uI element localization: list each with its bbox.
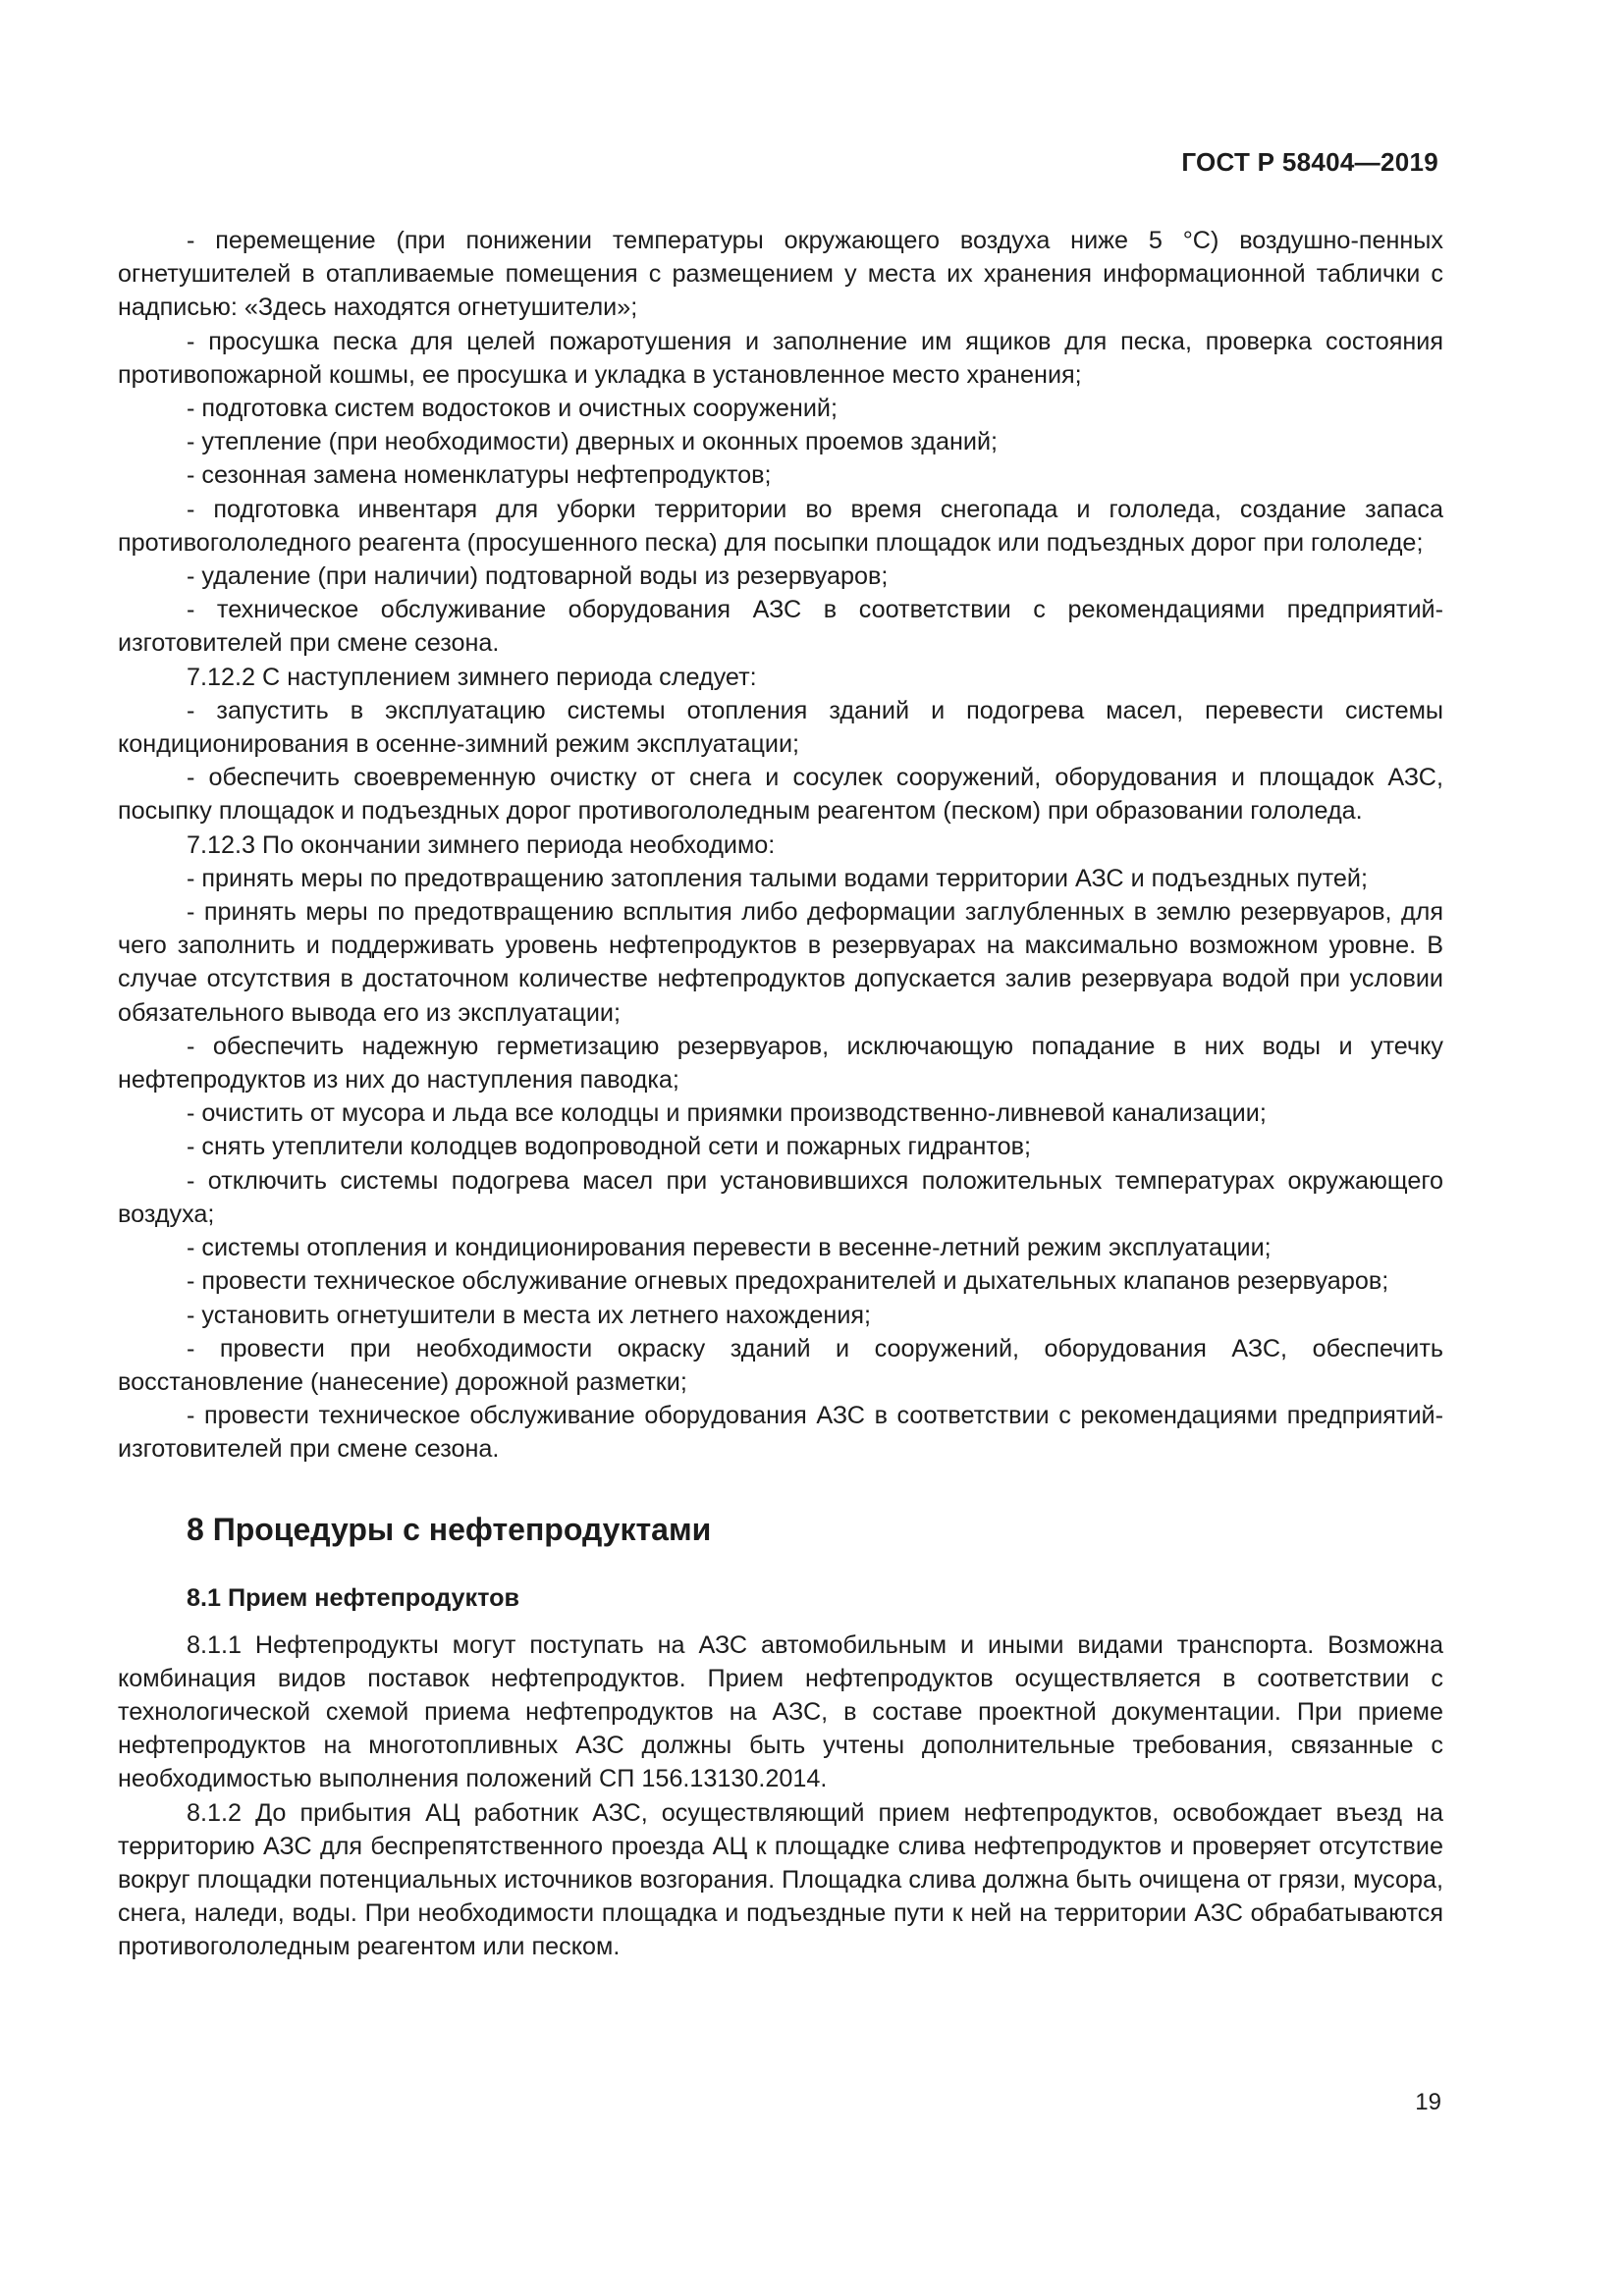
page-number: 19 xyxy=(1415,2089,1441,2115)
list-item: - отключить системы подогрева масел при установившихся положительных температурах окружающего воздуха; xyxy=(118,1166,1443,1228)
list-item: - обеспечить надежную герметизацию резервуаров, исключающую попадание в них воды и утечку нефтепродуктов из них до наступления паводка; xyxy=(118,1032,1443,1095)
paragraph-8-1-1: 8.1.1 Нефтепродукты могут поступать на АЗС автомобильным и иными видами транспорта. Возможна комбинация видов поставок нефтепродуктов. Прием нефтепродуктов осуществляется в соответствии с технологической схемой приема нефтепродуктов на АЗС, в составе проектной документации. При приеме нефтепродуктов на многотопливных АЗС должны быть учтены дополнительные требования, связанные с необходимостью выполнения положений СП 156.13130.2014. xyxy=(118,1630,1443,1793)
section-8-heading: 8 Процедуры с нефтепродуктами xyxy=(187,1511,712,1547)
document-body xyxy=(118,224,1443,1964)
list-item: - снять утеплители колодцев водопроводной сети и пожарных гидрантов; xyxy=(187,1133,1031,1161)
list-item: - принять меры по предотвращению всплытия либо деформации заглубленных в землю резервуаров, для чего заполнить и поддерживать уровень нефтепродуктов в резервуарах на максимально возможном уровне. В случае отсутствия в достаточном количестве нефтепродуктов допускается залив резервуара водой при условии обязательного вывода его из эксплуатации; xyxy=(118,898,1443,1027)
list-item: - принять меры по предотвращению затопления талыми водами территории АЗС и подъездных путей; xyxy=(187,864,1368,892)
list-item: - провести техническое обслуживание оборудования АЗС в соответствии с рекомендациями предприятий-изготовителей при смене сезона. xyxy=(118,1402,1443,1464)
list-item: - провести техническое обслуживание огневых предохранителей и дыхательных клапанов резервуаров; xyxy=(187,1267,1389,1296)
list-item: - удаление (при наличии) подтоварной воды из резервуаров; xyxy=(187,562,889,591)
clause-7-12-3-heading: 7.12.3 По окончании зимнего периода необходимо: xyxy=(187,830,776,859)
list-item: - техническое обслуживание оборудования АЗС в соответствии с рекомендациями предприятий-изготовителей при смене сезона. xyxy=(118,596,1443,658)
list-item: - провести при необходимости окраску зданий и сооружений, оборудования АЗС, обеспечить восстановление (нанесение) дорожной разметки; xyxy=(118,1334,1443,1396)
list-item: - запустить в эксплуатацию системы отопления зданий и подогрева масел, перевести системы кондиционирования в осенне-зимний режим эксплуатации; xyxy=(118,696,1443,759)
subsection-8-1-heading: 8.1 Прием нефтепродуктов xyxy=(187,1583,519,1612)
list-item: - утепление (при необходимости) дверных и оконных проемов зданий; xyxy=(187,428,999,456)
list-item: - установить огнетушители в места их летнего нахождения; xyxy=(187,1301,872,1329)
paragraph-8-1-2: 8.1.2 До прибытия АЦ работник АЗС, осуществляющий прием нефтепродуктов, освобождает въезд на территорию АЗС для беспрепятственного проезда АЦ к площадке слива нефтепродуктов и проверяет отсутствие вокруг площадки потенциальных источников возгорания. Площадка слива должна быть очищена от грязи, мусора, снега, наледи, воды. При необходимости площадка и подъездные пути к ней на территории АЗС обрабатываются противогололедным реагентом или песком. xyxy=(118,1798,1443,1961)
list-item: - подготовка систем водостоков и очистных сооружений; xyxy=(187,395,838,423)
list-item: - сезонная замена номенклатуры нефтепродуктов; xyxy=(187,461,772,490)
clause-7-12-2-heading: 7.12.2 С наступлением зимнего периода следует: xyxy=(187,663,757,691)
list-item: - перемещение (при понижении температуры окружающего воздуха ниже 5 °С) воздушно-пенных огнетушителей в отапливаемые помещения с размещением у места их хранения информационной таблички с надписью: «Здесь находятся огнетушители»; xyxy=(118,227,1443,322)
list-item: - обеспечить своевременную очистку от снега и сосулек сооружений, оборудования и площадок АЗС, посыпку площадок и подъездных дорог противогололедным реагентом (песком) при образовании гололеда. xyxy=(118,764,1443,826)
list-item: - очистить от мусора и льда все колодцы и приямки производственно-ливневой канализации; xyxy=(187,1099,1267,1128)
list-item: - системы отопления и кондиционирования перевести в весенне-летний режим эксплуатации; xyxy=(187,1234,1272,1262)
document-code-header: ГОСТ Р 58404—2019 xyxy=(1181,147,1438,177)
list-item: - просушка песка для целей пожаротушения и заполнение им ящиков для песка, проверка состояния противопожарной кошмы, ее просушка и укладка в установленное место хранения; xyxy=(118,327,1443,389)
list-item: - подготовка инвентаря для уборки территории во время снегопада и гололеда, создание запаса противогололедного реагента (просушенного песка) для посыпки площадок или подъездных дорог при гололеде; xyxy=(118,495,1443,557)
